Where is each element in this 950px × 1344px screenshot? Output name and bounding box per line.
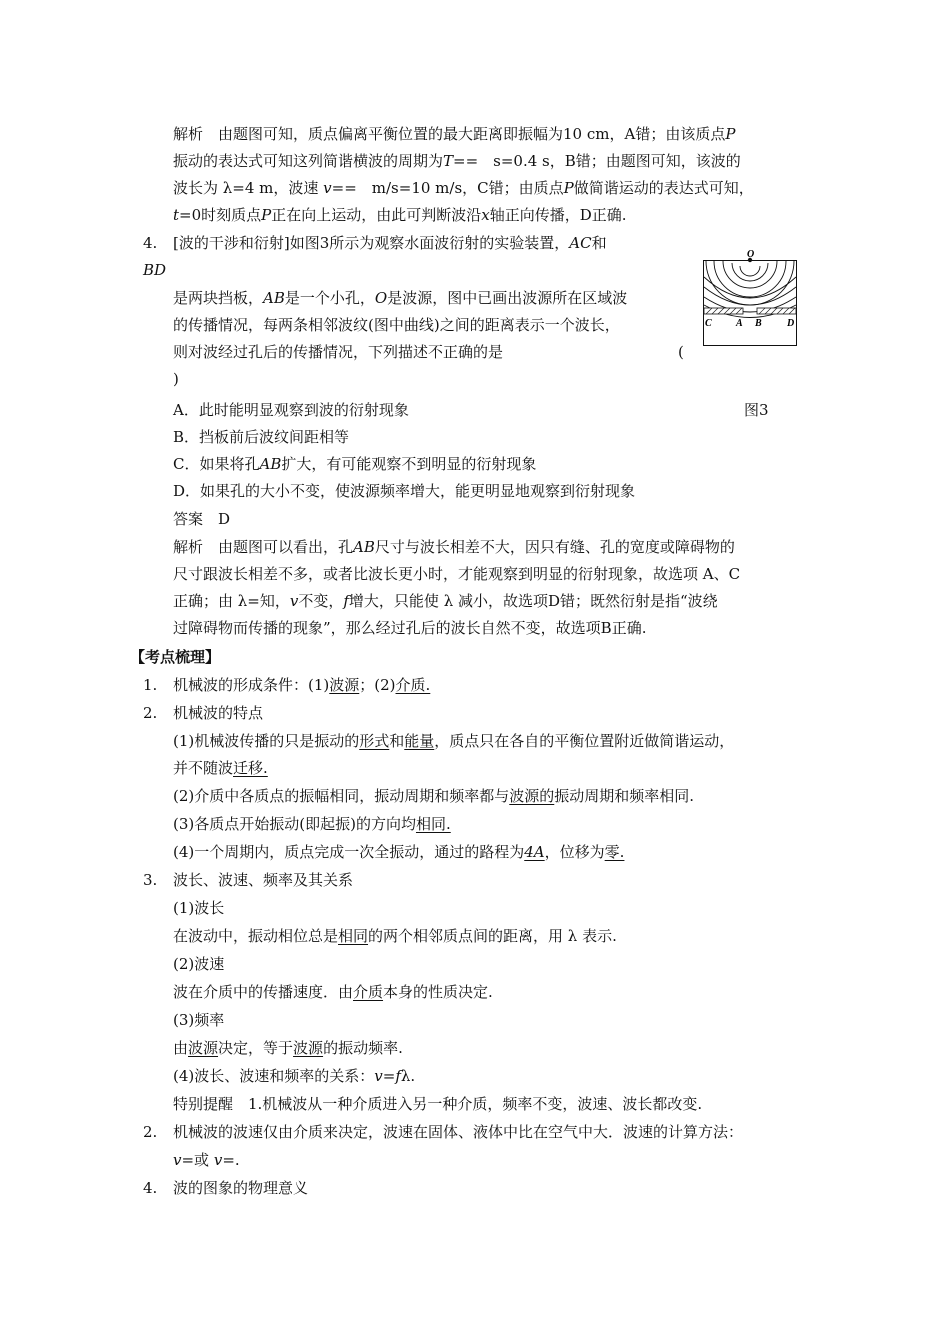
option-d: D．如果孔的大小不变，使波源频率增大，能更明显地观察到衍射现象 [173, 482, 636, 500]
figure-caption: 图3 [744, 401, 769, 419]
question-4-line-4: 的传播情况，每两条相邻波纹(图中曲线)之间的距离表示一个波长， [173, 316, 620, 334]
question-4-line-3: 是两块挡板，AB是一个小孔，O是波源，图中已画出波源所在区域波 [173, 289, 628, 307]
item-3-number: 3. [143, 871, 158, 889]
q4-explanation-line-1: 解析 由题图可以看出，孔AB尺寸与波长相差不大，因只有缝、孔的宽度或障碍物的 [173, 538, 735, 556]
item-4-line-2: v=或 v=. [173, 1151, 240, 1169]
q4-explanation-line-4: 过障碍物而传播的现象”，那么经过孔后的波长自然不变，故选项B正确. [173, 619, 647, 637]
label-o: O [747, 250, 755, 260]
item-4-number: 2. [143, 1123, 158, 1141]
question-4-line-1: [波的干涉和衍射]如图3所示为观察水面波衍射的实验装置，AC和 [173, 234, 607, 252]
label-b: B [755, 318, 762, 329]
item-3-title: 波长、波速、频率及其关系 [173, 871, 354, 889]
item-2-number: 2. [143, 704, 158, 722]
item-5-title: 波的图象的物理意义 [173, 1179, 309, 1197]
item-4-line-1: 机械波的波速仅由介质来决定，波速在固体、液体中比在空气中大．波速的计算方法： [173, 1123, 744, 1141]
question-4-number: 4. [143, 234, 158, 252]
item-3-2-text: 波在介质中的传播速度．由介质本身的性质决定. [173, 983, 493, 1001]
item-3-1-heading: (1)波长 [173, 899, 225, 917]
item-3-1-text: 在波动中，振动相位总是相同的两个相邻质点间的距离，用 λ 表示. [173, 927, 617, 945]
section-heading: 【考点梳理】 [130, 648, 221, 666]
question-4-line-5: 则对波经过孔后的传播情况，下列描述不正确的是 [173, 343, 504, 361]
q4-explanation-line-2: 尺寸跟波长相差不多，或者比波长更小时，才能观察到明显的衍射现象，故选项 A、C [173, 565, 741, 583]
item-1-text: 机械波的形成条件：(1)波源；(2)介质. [173, 676, 431, 694]
item-3-3-heading: (3)频率 [173, 1011, 225, 1029]
question-4-line-2: BD [143, 261, 167, 279]
figure-frame [704, 261, 797, 346]
item-2-title: 机械波的特点 [173, 704, 264, 722]
item-2-1-line-1: (1)机械波传播的只是振动的形式和能量，质点只在各自的平衡位置附近做简谐运动， [173, 732, 735, 750]
item-3-2-heading: (2)波速 [173, 955, 225, 973]
option-b: B．挡板前后波纹间距相等 [173, 428, 350, 446]
special-tip: 特别提醒 1.机械波从一种介质进入另一种介质，频率不变，波速、波长都改变. [173, 1095, 703, 1113]
answer-paren-open: ( [678, 343, 684, 361]
label-d: D [787, 318, 795, 329]
item-1-number: 1. [143, 676, 158, 694]
explanation-line-2: 振动的表达式可知这列简谐横波的周期为T== s=0.4 s，B错；由题图可知，该波的 [173, 152, 741, 170]
explanation-line-1: 解析 由题图可知，质点偏离平衡位置的最大距离即振幅为10 cm，A错；由该质点P [173, 125, 736, 143]
item-5-number: 4. [143, 1179, 158, 1197]
option-c: C．如果将孔AB扩大，有可能观察不到明显的衍射现象 [173, 455, 537, 473]
answer-line: 答案 D [173, 510, 231, 528]
barriers [704, 308, 796, 314]
item-2-3: (3)各质点开始振动(即起振)的方向均相同. [173, 815, 451, 833]
label-c: C [705, 318, 712, 329]
item-2-2: (2)介质中各质点的振幅相同，振动周期和频率都与波源的振动周期和频率相同. [173, 787, 695, 805]
item-3-3-text: 由波源决定，等于波源的振动频率. [173, 1039, 403, 1057]
option-a: A．此时能明显观察到波的衍射现象 [173, 401, 409, 419]
q4-explanation-line-3: 正确；由 λ=知，v不变，f增大，只能使 λ 减小，故选项D错；既然衍射是指“波绕 [173, 592, 718, 610]
explanation-line-3: 波长为 λ=4 m，波速 v== m/s=10 m/s，C错；由质点P做简谐运动的表达式可知， [173, 179, 754, 197]
explanation-line-4: t=0时刻质点P正在向上运动，由此可判断波沿x轴正向传播，D正确. [173, 206, 627, 224]
label-a: A [736, 318, 743, 329]
answer-paren-close: ) [173, 370, 179, 388]
item-2-4: (4)一个周期内，质点完成一次全振动，通过的路程为4A，位移为零. [173, 843, 625, 861]
item-3-4: (4)波长、波速和频率的关系：v=fλ. [173, 1067, 416, 1085]
diffraction-figure [703, 250, 797, 346]
item-2-1-line-2: 并不随波迁移. [173, 759, 268, 777]
